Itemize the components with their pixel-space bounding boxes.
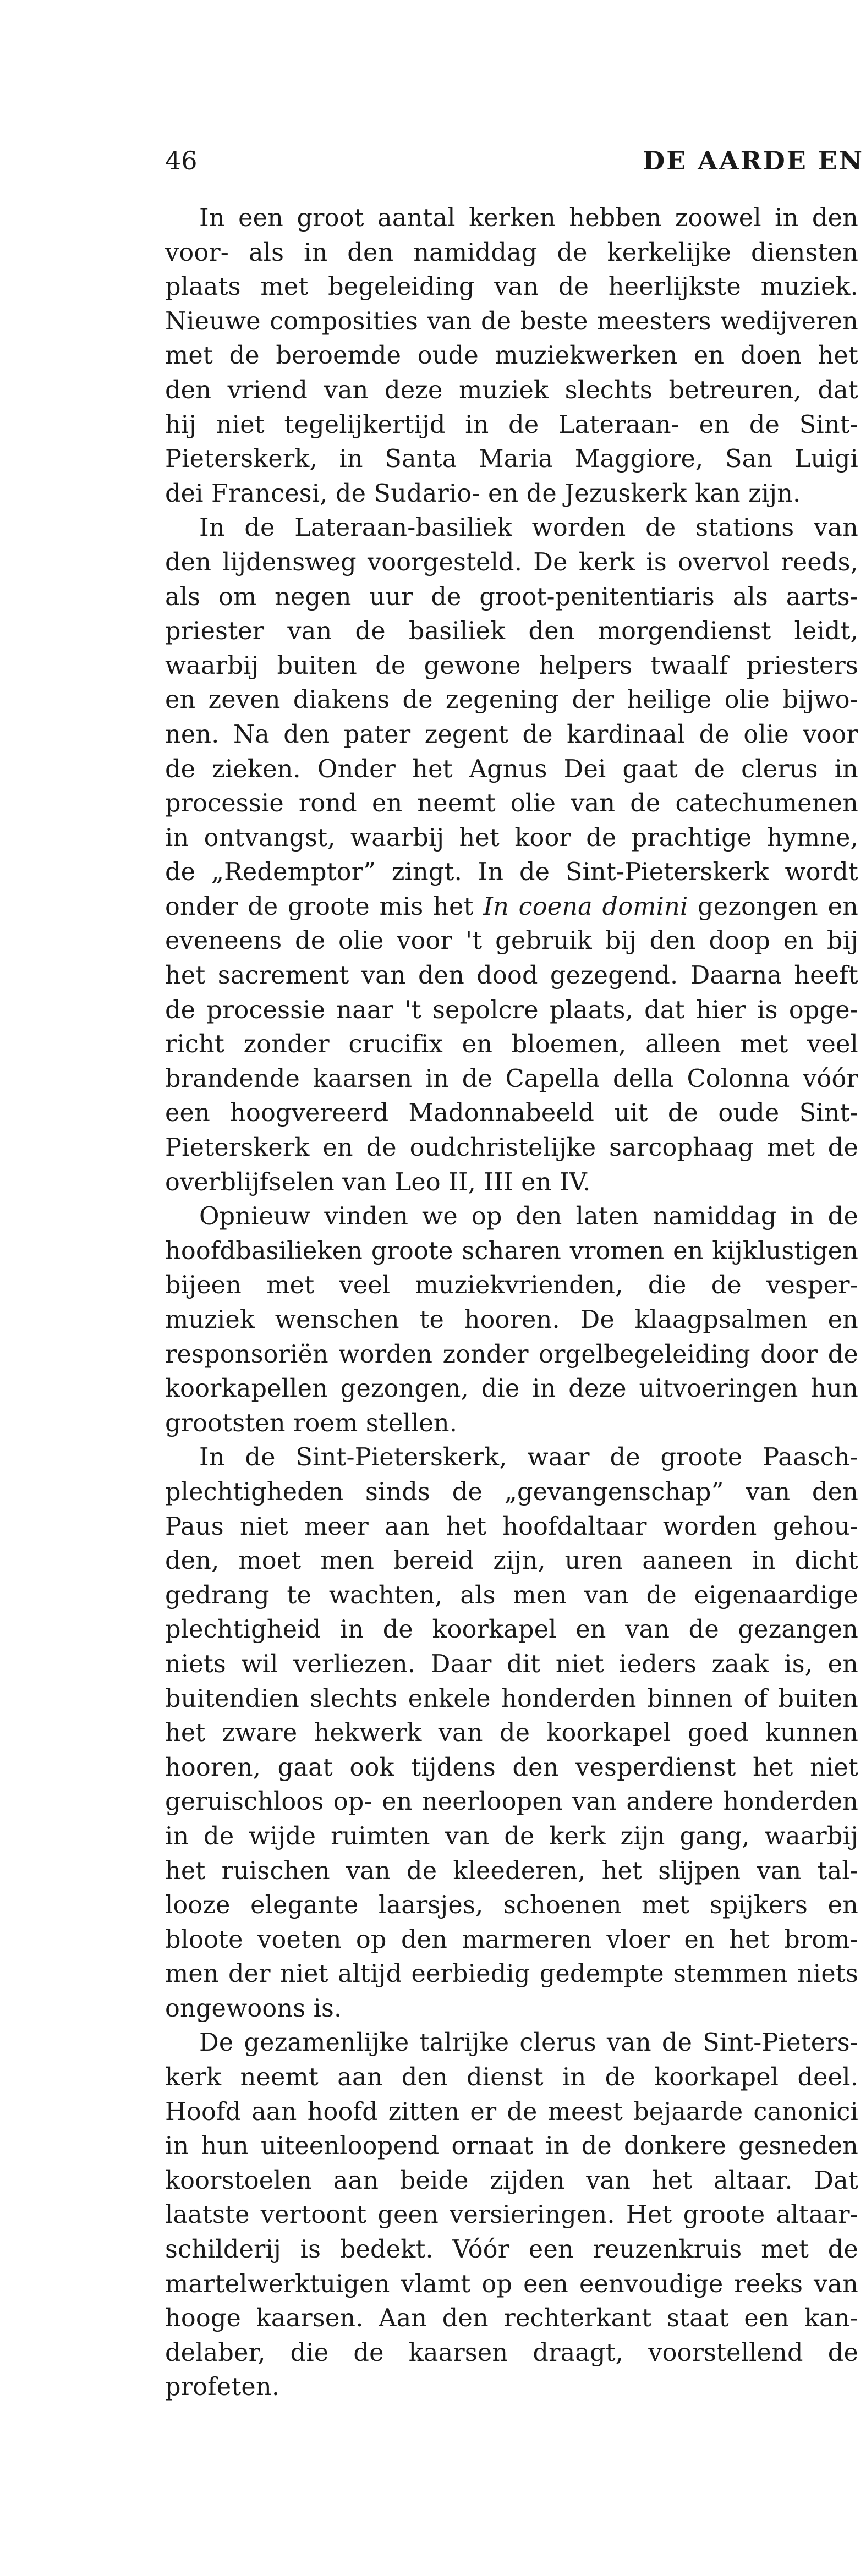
- text-line: plaats met begeleiding van de heerlijkste muziek.: [165, 273, 858, 301]
- text-line: voor- als in den namiddag de kerkelijke diensten: [165, 238, 858, 267]
- text-line: hooren, gaat ook tijdens den vesperdienst het niet: [165, 1753, 858, 1782]
- text-line: buitendien slechts enkele honderden binnen of buiten: [165, 1684, 858, 1713]
- running-head: [165, 144, 864, 177]
- text-line: Paus niet meer aan het hoofdaltaar worden gehou-: [165, 1512, 858, 1541]
- text-line: den, moet men bereid zijn, uren aaneen in dicht: [165, 1547, 858, 1575]
- text-line: men der niet altijd eerbiedig gedempte stemmen niets: [165, 1960, 858, 1989]
- text-line: plechtigheid in de koorkapel en van de gezangen: [165, 1616, 858, 1644]
- text-line: processie rond en neemt olie van de catechumenen: [165, 789, 858, 818]
- text-line: looze elegante laarsjes, schoenen met spijkers en: [165, 1891, 858, 1920]
- text-line: In een groot aantal kerken hebben zoowel in den: [199, 204, 858, 232]
- text-line: Pieterskerk en de oudchristelijke sarcophaag met de: [165, 1134, 858, 1162]
- text-line: eveneens de olie voor 't gebruik bij den doop en bij: [165, 927, 858, 955]
- text-line: In de Sint-Pieterskerk, waar de groote Paasch-: [199, 1443, 858, 1472]
- text-line: overblijfselen van Leo II, III en IV.: [165, 1168, 591, 1196]
- text-line: schilderij is bedekt. Vóór een reuzenkruis met de: [165, 2236, 858, 2264]
- text-segment: onder de groote mis het: [165, 892, 474, 921]
- text-segment: gezongen en: [698, 892, 858, 921]
- text-line: een hoogvereerd Madonnabeeld uit de oude Sint-: [165, 1099, 858, 1128]
- text-line: den vriend van deze muziek slechts betreuren, dat: [165, 376, 858, 404]
- text-line: delaber, die de kaarsen draagt, voorstellend de: [165, 2338, 858, 2367]
- text-line: laatste vertoont geen versieringen. Het groote altaar-: [165, 2201, 858, 2229]
- italic-title: In coena domini: [483, 892, 688, 921]
- text-line: de „Redemptor” zingt. In de Sint-Pieterskerk wordt: [165, 858, 858, 887]
- text-line: profeten.: [165, 2373, 280, 2402]
- text-line: ongewoons is.: [165, 1994, 342, 2023]
- page-number: 46: [165, 146, 198, 175]
- text-line: grootsten roem stellen.: [165, 1409, 458, 1437]
- text-line: kerk neemt aan den dienst in de koorkapel deel.: [165, 2063, 858, 2092]
- text-line: Hoofd aan hoofd zitten er de meest bejaarde canonici: [165, 2097, 858, 2126]
- text-line: priester van de basiliek den morgendienst leidt,: [165, 617, 858, 646]
- text-line: In de Lateraan-basiliek worden de stations van: [199, 514, 858, 542]
- text-line: muziek wenschen te hooren. De klaagpsalmen en: [165, 1306, 858, 1334]
- text-line: de processie naar 't sepolcre plaats, dat hier is opge-: [165, 996, 858, 1024]
- text-line: koorkapellen gezongen, die in deze uitvoeringen hun: [165, 1375, 858, 1403]
- text-line: brandende kaarsen in de Capella della Colonna vóór: [165, 1064, 858, 1093]
- running-title: DE AARDE EN: [643, 146, 864, 175]
- body-text: [165, 201, 858, 2405]
- text-line: hij niet tegelijkertijd in de Lateraan- en de Sint-: [165, 410, 858, 439]
- text-line: nen. Na den pater zegent de kardinaal de olie voor: [165, 720, 858, 749]
- text-line: als om negen uur de groot-penitentiaris als aarts-: [165, 583, 858, 611]
- text-line: het zware hekwerk van de koorkapel goed kunnen: [165, 1719, 858, 1748]
- text-line: waarbij buiten de gewone helpers twaalf priesters: [165, 651, 858, 680]
- text-line: dei Francesi, de Sudario- en de Jezuskerk kan zijn.: [165, 479, 801, 508]
- text-line: Pieterskerk, in Santa Maria Maggiore, San Luigi: [165, 445, 858, 474]
- text-line: Nieuwe composities van de beste meesters wedijveren: [165, 307, 858, 336]
- text-line: hoofdbasilieken groote scharen vromen en kijklustigen: [165, 1237, 858, 1265]
- text-line-with-italic: [165, 890, 858, 925]
- text-line: richt zonder crucifix en bloemen, alleen met veel: [165, 1030, 858, 1059]
- text-line: het sacrement van den dood gezegend. Daarna heeft: [165, 962, 858, 990]
- text-line: in de wijde ruimten van de kerk zijn gang, waarbij: [165, 1822, 858, 1850]
- text-line: den lijdensweg voorgesteld. De kerk is overvol reeds,: [165, 548, 858, 576]
- text-line: het ruischen van de kleederen, het slijpen van tal-: [165, 1857, 858, 1885]
- text-line: in ontvangst, waarbij het koor de prachtige hymne,: [165, 823, 858, 852]
- text-line: gedrang te wachten, als men van de eigenaardige: [165, 1581, 858, 1610]
- text-line: met de beroemde oude muziekwerken en doen het: [165, 342, 858, 370]
- text-line: martelwerktuigen vlamt op een eenvoudige reeks van: [165, 2270, 858, 2298]
- text-line: koorstoelen aan beide zijden van het altaar. Dat: [165, 2166, 858, 2195]
- text-line: niets wil verliezen. Daar dit niet ieders zaak is, en: [165, 1650, 858, 1678]
- text-line: hooge kaarsen. Aan den rechterkant staat een kan-: [165, 2304, 858, 2333]
- text-line: geruischloos op- en neerloopen van andere honderden: [165, 1788, 858, 1816]
- text-line: Opnieuw vinden we op den laten namiddag in de: [199, 1202, 858, 1231]
- text-line: in hun uiteenloopend ornaat in de donkere gesneden: [165, 2132, 858, 2161]
- text-line: bloote voeten op den marmeren vloer en het brom-: [165, 1925, 858, 1954]
- text-line: plechtigheden sinds de „gevangenschap” van den: [165, 1478, 858, 1506]
- text-line: de zieken. Onder het Agnus Dei gaat de clerus in: [165, 755, 858, 783]
- text-line: en zeven diakens de zegening der heilige olie bijwo-: [165, 686, 858, 715]
- text-line: De gezamenlijke talrijke clerus van de Sint-Pieters-: [199, 2029, 858, 2057]
- text-line: responsoriën worden zonder orgelbegeleiding door de: [165, 1340, 858, 1369]
- text-line: bijeen met veel muziekvrienden, die de vesper-: [165, 1271, 858, 1300]
